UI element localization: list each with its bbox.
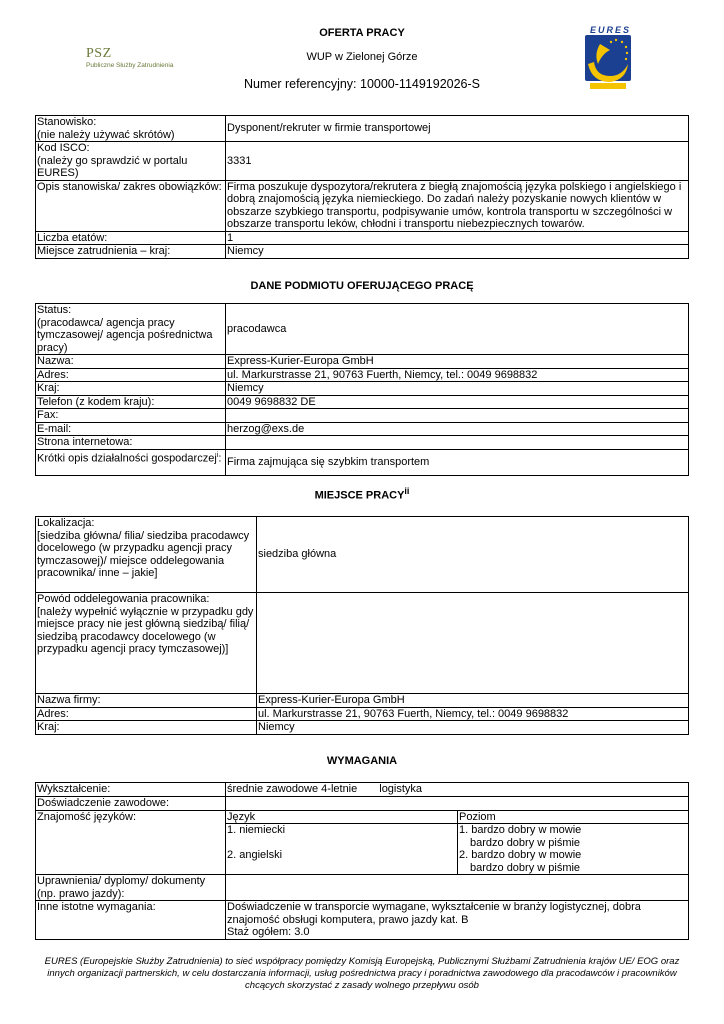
- eures-footer-note: EURES (Europejskie Służby Zatrudnienia) to sieć współpracy pomiędzy Komisją Europejską, Publicznymi Służbami Zatrudnienia krajów UE/ EOG oraz innych organizacji partnerskich, w celu dostarczania informacji, usług pośrednictwa pracy i poradnictwa zawodowego dla pracodawców i pracowników chcących skorzystać z zasady wolnego przepływu osób: [44, 956, 680, 991]
- description-label: Opis stanowiska/ zakres obowiązków:: [36, 180, 226, 231]
- experience-label: Doświadczenie zawodowe:: [36, 797, 226, 811]
- table-row: [36, 231, 689, 245]
- status-value: pracodawca: [226, 304, 689, 355]
- psz-logo-text: PSZ: [86, 46, 112, 61]
- psz-logo-subtext: Publiczne Służby Zatrudnienia: [86, 62, 174, 69]
- delegation-reason-value: [257, 593, 689, 694]
- other-requirements-value: Doświadczenie w transporcie wymagane, wykształcenie w branży logistycznej, dobra znajomość obsługi komputera, prawo jazdy kat. B: [227, 901, 641, 926]
- permits-value: [226, 875, 689, 901]
- workplace-table: [35, 516, 689, 735]
- requirements-heading: WYMAGANIA: [326, 755, 398, 767]
- table-row: [36, 304, 689, 355]
- table-row: [36, 180, 689, 231]
- education-label: Wykształcenie:: [36, 783, 226, 797]
- workplace-company-label: Nazwa firmy:: [36, 694, 257, 708]
- language-item: 2. angielski: [227, 849, 283, 861]
- education-field: logistyka: [379, 783, 423, 795]
- status-label: Status: (pracodawca/ agencja pracy tymczasowej/ agencja pośrednictwa pracy): [36, 304, 226, 355]
- address-value: ul. Markurstrasse 21, 90763 Fuerth, Niemcy, tel.: 0049 9698832: [226, 368, 689, 382]
- delegation-reason-label: Powód oddelegowania pracownika: [należy wypełnić wyłącznie w przypadku gdy miejsce pracy nie jest główną siedzibą/ filią/ siedzibą pracodawcy docelowego (w przypadku agencji pracy tymczasowej)]: [36, 593, 257, 694]
- workplace-country-label: Kraj:: [36, 721, 257, 735]
- seniority-value: Staż ogółem: 3.0: [227, 926, 310, 938]
- education-cell: [226, 783, 689, 797]
- workplace-address-value: ul. Markurstrasse 21, 90763 Fuerth, Niemcy, tel.: 0049 9698832: [257, 707, 689, 721]
- footnote-marker: i: [216, 451, 219, 459]
- workplace-company-value: Express-Kurier-Europa GmbH: [257, 694, 689, 708]
- employer-heading: DANE PODMIOTU OFERUJĄCEGO PRACĘ: [250, 280, 474, 292]
- table-row: [36, 783, 689, 797]
- table-row: [36, 810, 689, 824]
- employment-country-label: Miejsce zatrudnienia – kraj:: [36, 245, 226, 259]
- activity-value: Firma zajmująca się szybkim transportem: [226, 449, 689, 475]
- workplace-address-label: Adres:: [36, 707, 257, 721]
- table-row: [36, 797, 689, 811]
- level-item: bardzo dobry w piśmie: [470, 836, 581, 849]
- activity-label-text: Krótki opis działalności gospodarczej: [37, 452, 217, 465]
- country-value: Niemcy: [226, 382, 689, 396]
- table-row: [36, 422, 689, 436]
- table-row: [36, 593, 689, 694]
- workplace-country-value: Niemcy: [257, 721, 689, 735]
- table-row: [36, 707, 689, 721]
- location-label: Lokalizacja: [siedziba główna/ filia/ siedziba pracodawcy docelowego (w przypadku agencji pracy tymczasowej)/ miejsce oddelegowania pracownika/ inne – jakie]: [36, 517, 257, 593]
- activity-label-colon: :: [218, 452, 222, 465]
- isco-label: Kod ISCO: (należy go sprawdzić w portalu EURES): [36, 142, 226, 181]
- table-row: [36, 409, 689, 423]
- other-requirements-cell: [226, 901, 689, 940]
- position-table: [35, 115, 689, 259]
- position-title-value: Dysponent/rekruter w firmie transportowej: [226, 116, 689, 142]
- table-row: [36, 116, 689, 142]
- activity-label: [36, 449, 226, 475]
- description-value: Firma poszukuje dyspozytora/rekrutera z biegłą znajomością języka polskiego i angielskiego i dobrą znajomością języka niemieckiego. Do zadań należy pozyskanie nowych klientów w obszarze szybkiego transportu, podpisywanie umów, kontrola transportu w szczególności w obszarze transportu leków, chłodni i transportu niebezpiecznych towarów.: [226, 180, 689, 231]
- permits-label: Uprawnienia/ dyplomy/ dokumenty (np. prawo jazdy):: [36, 875, 226, 901]
- table-row: [36, 142, 689, 181]
- table-row: [36, 449, 689, 475]
- isco-value: 3331: [226, 142, 689, 181]
- table-row: [36, 901, 689, 940]
- language-item: 1. niemiecki: [227, 824, 286, 836]
- table-row: [36, 436, 689, 450]
- table-row: [36, 395, 689, 409]
- experience-value: [226, 797, 689, 811]
- email-label: E-mail:: [36, 422, 226, 436]
- position-title-label: Stanowisko: (nie należy używać skrótów): [36, 116, 226, 142]
- language-list: [226, 824, 458, 875]
- table-row: [36, 355, 689, 369]
- company-name-value: Express-Kurier-Europa GmbH: [226, 355, 689, 369]
- company-name-label: Nazwa:: [36, 355, 226, 369]
- country-label: Kraj:: [36, 382, 226, 396]
- level-item: 2. bardzo dobry w mowie: [459, 849, 582, 861]
- workplace-heading-text: MIEJSCE PRACY: [314, 489, 405, 502]
- website-label: Strona internetowa:: [36, 436, 226, 450]
- phone-value: 0049 9698832 DE: [226, 395, 689, 409]
- table-row: [36, 517, 689, 593]
- table-row: [36, 382, 689, 396]
- phone-label: Telefon (z kodem kraju):: [36, 395, 226, 409]
- table-row: [36, 245, 689, 259]
- page-title: OFERTA PRACY: [319, 27, 405, 39]
- eures-logo: [582, 24, 634, 90]
- other-requirements-label: Inne istotne wymagania:: [36, 901, 226, 940]
- eures-logo-text: EURES: [590, 25, 632, 35]
- positions-count-value: 1: [226, 231, 689, 245]
- footnote-marker: ii: [404, 486, 410, 496]
- table-row: [36, 694, 689, 708]
- office-name: WUP w Zielonej Górze: [306, 51, 418, 63]
- education-value: średnie zawodowe 4-letnie: [227, 783, 358, 795]
- table-row: [36, 368, 689, 382]
- employer-table: [35, 303, 689, 476]
- website-value: [226, 436, 689, 450]
- location-value: siedziba główna: [257, 517, 689, 593]
- table-row: [36, 875, 689, 901]
- employment-country-value: Niemcy: [226, 245, 689, 259]
- level-column-header: Poziom: [458, 810, 689, 824]
- email-value: herzog@exs.de: [226, 422, 689, 436]
- language-column-header: Język: [226, 810, 458, 824]
- level-item: bardzo dobry w piśmie: [470, 861, 581, 874]
- fax-label: Fax:: [36, 409, 226, 423]
- positions-count-label: Liczba etatów:: [36, 231, 226, 245]
- level-list: [458, 824, 689, 875]
- workplace-heading: [0, 486, 724, 502]
- fax-value: [226, 409, 689, 423]
- psz-logo: [86, 46, 173, 70]
- reference-number: Numer referencyjny: 10000-1149192026-S: [243, 77, 481, 91]
- level-item: 1. bardzo dobry w mowie: [459, 824, 582, 836]
- languages-label: Znajomość języków:: [36, 810, 226, 875]
- address-label: Adres:: [36, 368, 226, 382]
- table-row: [36, 721, 689, 735]
- requirements-table: [35, 782, 689, 940]
